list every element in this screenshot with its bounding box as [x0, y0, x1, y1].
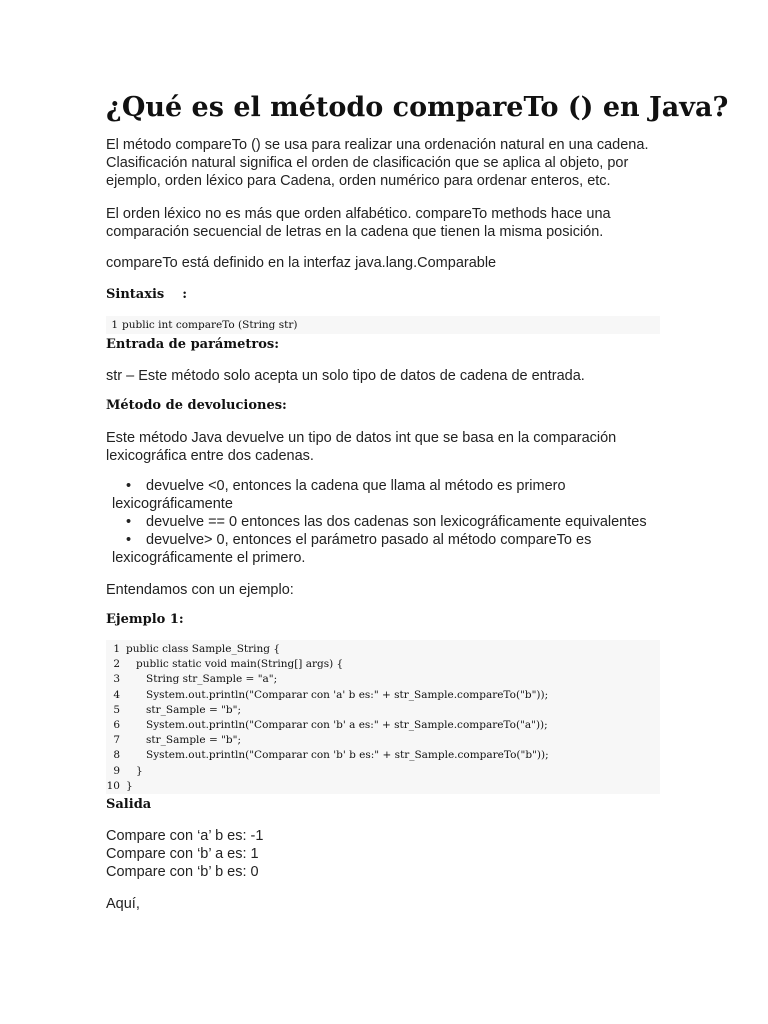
code-line-text: }	[126, 764, 143, 777]
code-line-number: 2	[113, 658, 120, 671]
output-block	[106, 827, 662, 881]
returns-bullet-list	[112, 477, 662, 567]
code-line-number: 1	[111, 319, 118, 331]
code-line-number: 10	[106, 779, 120, 792]
code-line-number: 8	[113, 749, 120, 762]
syntax-heading-label: Sintaxis	[106, 287, 165, 302]
example-intro: Entendamos con un ejemplo:	[106, 582, 294, 598]
code-line	[106, 688, 660, 703]
returns-text: Este método Java devuelve un tipo de datos int que se basa en la comparación lexicográfica entre dos cadenas.	[106, 430, 617, 464]
returns-heading: Método de devoluciones:	[106, 398, 287, 413]
output-line: Compare con ‘b’ b es: 0	[106, 864, 259, 880]
parameters-text: str – Este método solo acepta un solo tipo de datos de cadena de entrada.	[106, 368, 585, 384]
code-line	[106, 703, 660, 718]
intro-paragraph-2: El orden léxico no es más que orden alfabético. compareTo methods hace una comparación secuencial de letras en la cadena que tienen la misma posición.	[106, 206, 611, 240]
example-code-block	[106, 640, 660, 794]
code-line-number: 7	[113, 734, 120, 747]
code-line-text: public class Sample_String {	[126, 643, 280, 655]
syntax-code: public int compareTo (String str)	[122, 319, 298, 331]
example-heading: Ejemplo 1:	[106, 612, 184, 627]
code-line-text: System.out.println("Comparar con 'b' a es:" + str_Sample.compareTo("a"));	[126, 718, 548, 731]
syntax-heading	[106, 286, 187, 304]
code-line-text: String str_Sample = "a";	[126, 673, 278, 686]
list-item-text: devuelve <0, entonces la cadena que llama al método es primero lexicográficamente	[112, 478, 566, 512]
code-line	[106, 779, 660, 794]
code-line-number: 1	[113, 643, 120, 655]
list-item	[112, 531, 662, 567]
output-line: Compare con ‘b’ a es: 1	[106, 846, 259, 862]
code-line-number: 5	[113, 703, 120, 716]
syntax-heading-colon: :	[182, 287, 188, 302]
output-line: Compare con ‘a’ b es: -1	[106, 828, 264, 844]
code-line-text: }	[126, 779, 133, 792]
closing-text: Aquí,	[106, 896, 140, 912]
output-heading: Salida	[106, 797, 152, 812]
list-item	[112, 477, 662, 513]
bullet-icon: •	[126, 514, 132, 530]
code-line	[106, 672, 660, 687]
page-title: ¿Qué es el método compareTo () en Java?	[106, 92, 729, 123]
code-line-text: System.out.println("Comparar con 'a' b es:" + str_Sample.compareTo("b"));	[126, 688, 549, 701]
code-line-text: str_Sample = "b";	[126, 703, 241, 716]
code-line-number: 4	[113, 688, 120, 701]
list-item-text: devuelve> 0, entonces el parámetro pasado al método compareTo es lexicográficamente el primero.	[112, 532, 592, 566]
list-item	[112, 513, 662, 531]
code-line-text: str_Sample = "b";	[126, 734, 241, 747]
code-line-text: public static void main(String[] args) {	[126, 658, 344, 671]
code-line	[106, 748, 660, 763]
syntax-code-block	[106, 316, 660, 334]
code-line-text: System.out.println("Comparar con 'b' b es:" + str_Sample.compareTo("b"));	[126, 749, 549, 762]
code-line-number: 9	[113, 764, 120, 777]
bullet-icon: •	[126, 478, 132, 494]
code-line	[106, 718, 660, 733]
code-line-number: 3	[113, 673, 120, 686]
code-line	[106, 642, 660, 657]
list-item-text: devuelve == 0 entonces las dos cadenas son lexicográficamente equivalentes	[146, 514, 647, 530]
bullet-icon: •	[126, 532, 132, 548]
code-line-number: 6	[113, 718, 120, 731]
intro-paragraph-3: compareTo está definido en la interfaz java.lang.Comparable	[106, 255, 497, 271]
parameters-heading: Entrada de parámetros:	[106, 337, 280, 352]
intro-paragraph-1: El método compareTo () se usa para realizar una ordenación natural en una cadena. Clasificación natural significa el orden de clasificación que se aplica al objeto, por ejemplo, orden léxico para Cadena, orden numérico para ordenar enteros, etc.	[106, 137, 649, 189]
code-line	[106, 764, 660, 779]
code-line	[106, 733, 660, 748]
code-line	[106, 657, 660, 672]
